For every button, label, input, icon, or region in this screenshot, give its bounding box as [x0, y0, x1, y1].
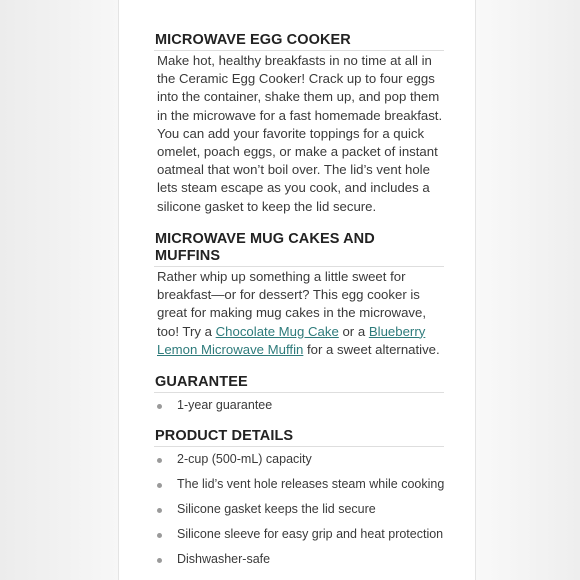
section-mug-cakes: [155, 231, 445, 359]
list-item: [155, 396, 445, 421]
mug-cakes-text-mid: or a: [338, 323, 369, 339]
right-backdrop: [476, 0, 580, 580]
mug-cakes-text-start: Rather whip up something a little sweet for breakfast—or for dessert? This egg cooker is great for making mug cakes in the microwave, too! Try a: [157, 269, 426, 339]
mug-cakes-description: [155, 267, 445, 359]
list-item-text: 1-year guarantee: [177, 398, 273, 412]
list-item: [155, 500, 445, 525]
list-item-text: Silicone gasket keeps the lid secure: [177, 502, 376, 516]
bullet-icon: [157, 458, 162, 463]
guarantee-list: [155, 396, 445, 421]
list-item: [155, 550, 445, 575]
heading-mug-cakes: [155, 231, 445, 266]
list-item: [155, 525, 445, 550]
bullet-icon: [157, 404, 162, 409]
section-product-details: [155, 428, 445, 575]
list-item-text: Dishwasher-safe: [177, 552, 271, 566]
section-egg-cooker: [155, 32, 445, 216]
bullet-icon: [157, 483, 162, 488]
blueberry-lemon-muffin-link[interactable]: Blueberry Lemon Microwave Muffin: [157, 323, 426, 357]
list-item-text: Silicone sleeve for easy grip and heat protection: [177, 527, 444, 541]
product-details-list: [155, 450, 445, 575]
list-item: [155, 450, 445, 475]
list-item-text: 2-cup (500-mL) capacity: [177, 452, 312, 466]
heading-line-1: MICROWAVE MUG CAKES AND: [155, 231, 375, 247]
heading-egg-cooker: MICROWAVE EGG COOKER: [155, 32, 351, 48]
heading-product-details: PRODUCT DETAILS: [155, 428, 294, 444]
divider: [154, 446, 444, 447]
egg-cooker-description: Make hot, healthy breakfasts in no time at all in the Ceramic Egg Cooker! Crack up to four eggs into the container, shake them up, and pop them in the microwave for a fast homemade breakfast. You can add your favorite toppings for a quick omelet, poach eggs, or make a packet of instant oatmeal that won’t boil over. The lid’s vent hole lets steam escape as you cook, and includes a silicone gasket to keep the lid secure.: [157, 53, 443, 214]
product-description-panel[interactable]: [118, 0, 476, 580]
left-backdrop: [0, 0, 118, 580]
bullet-icon: [157, 533, 162, 538]
bullet-icon: [157, 508, 162, 513]
list-item-text: The lid’s vent hole releases steam while cooking: [177, 477, 445, 491]
divider: [154, 392, 444, 393]
list-item: [155, 475, 445, 500]
heading-line-2: MUFFINS: [155, 248, 221, 264]
section-guarantee: [155, 374, 445, 421]
heading-guarantee: GUARANTEE: [155, 374, 248, 390]
chocolate-mug-cake-link[interactable]: Chocolate Mug Cake: [215, 323, 339, 339]
mug-cakes-text-end: for a sweet alternative.: [303, 341, 440, 357]
bullet-icon: [157, 558, 162, 563]
